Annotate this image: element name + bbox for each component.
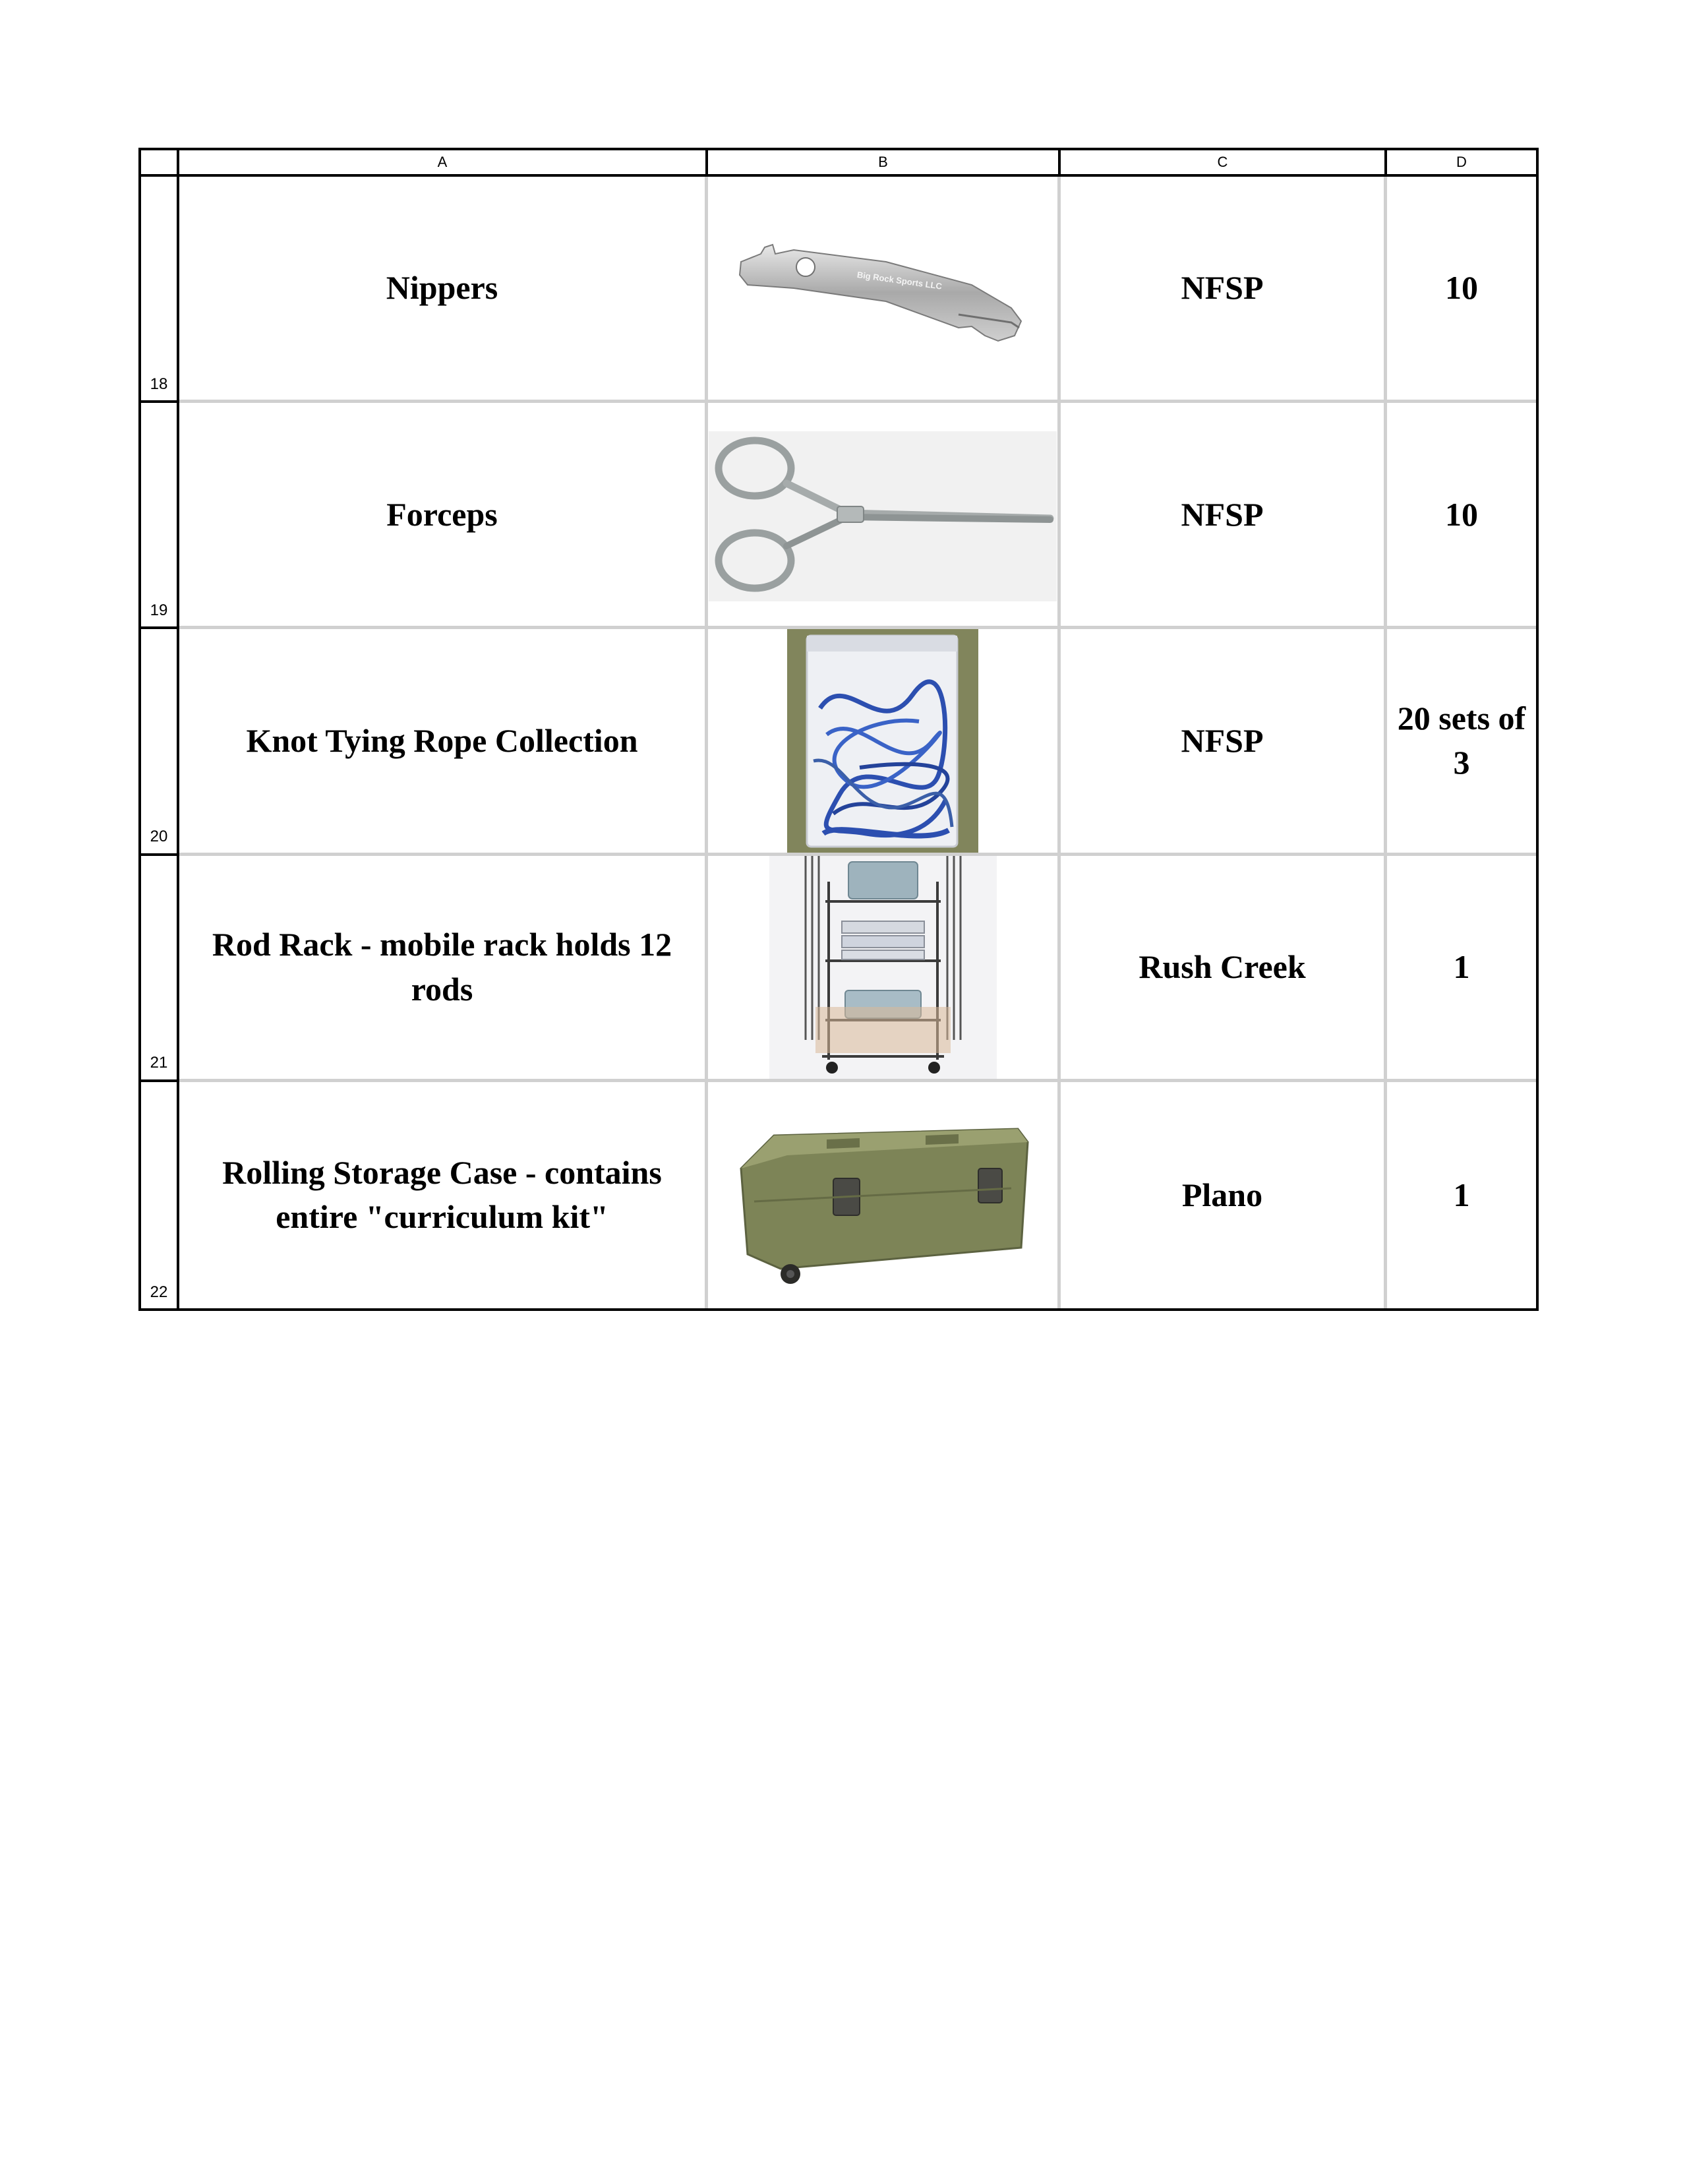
item-name-cell[interactable]: Rolling Storage Case - contains entire "curriculum kit" (179, 1082, 708, 1308)
source-cell[interactable]: NFSP (1061, 177, 1387, 403)
row-header-18[interactable]: 18 (141, 177, 179, 403)
column-header-c[interactable]: C (1061, 150, 1387, 177)
rod-rack-image (769, 856, 997, 1079)
item-image-cell[interactable] (708, 629, 1061, 855)
storage-case-image (728, 1096, 1038, 1294)
row-header-22[interactable]: 22 (141, 1082, 179, 1308)
column-header-a[interactable]: A (179, 150, 708, 177)
source-cell[interactable]: NFSP (1061, 403, 1387, 629)
item-name-cell[interactable]: Knot Tying Rope Collection (179, 629, 708, 855)
row-header-20[interactable]: 20 (141, 629, 179, 855)
quantity-cell[interactable]: 10 (1387, 177, 1536, 403)
quantity-cell[interactable]: 10 (1387, 403, 1536, 629)
source-cell[interactable]: NFSP (1061, 629, 1387, 855)
item-image-cell[interactable] (708, 1082, 1061, 1308)
quantity-cell[interactable]: 1 (1453, 1176, 1470, 1213)
item-name-cell[interactable]: Rod Rack - mobile rack holds 12 rods (179, 856, 708, 1082)
item-image-cell[interactable] (708, 856, 1061, 1082)
item-name-cell[interactable]: Nippers (179, 177, 708, 403)
rope-bag-image (787, 629, 978, 853)
item-image-cell[interactable] (708, 403, 1061, 629)
column-header-d[interactable]: D (1387, 150, 1536, 177)
select-all-corner[interactable] (141, 150, 179, 177)
row-header-21[interactable]: 21 (141, 856, 179, 1082)
source-cell[interactable]: Plano (1061, 1082, 1387, 1308)
item-name-cell[interactable]: Forceps (179, 403, 708, 629)
item-image-cell[interactable] (708, 177, 1061, 403)
nipper-tool-image (721, 216, 1044, 361)
quantity-cell[interactable]: 20 sets of 3 (1387, 629, 1536, 855)
column-header-b[interactable]: B (708, 150, 1061, 177)
spreadsheet-grid (138, 148, 1539, 1311)
nipper-brand-stamp: Big Rock Sports LLC (856, 269, 943, 291)
source-cell[interactable]: Rush Creek (1061, 856, 1387, 1082)
row-header-19[interactable]: 19 (141, 403, 179, 629)
quantity-cell[interactable]: 1 (1387, 856, 1536, 1082)
forceps-image (709, 421, 1057, 609)
